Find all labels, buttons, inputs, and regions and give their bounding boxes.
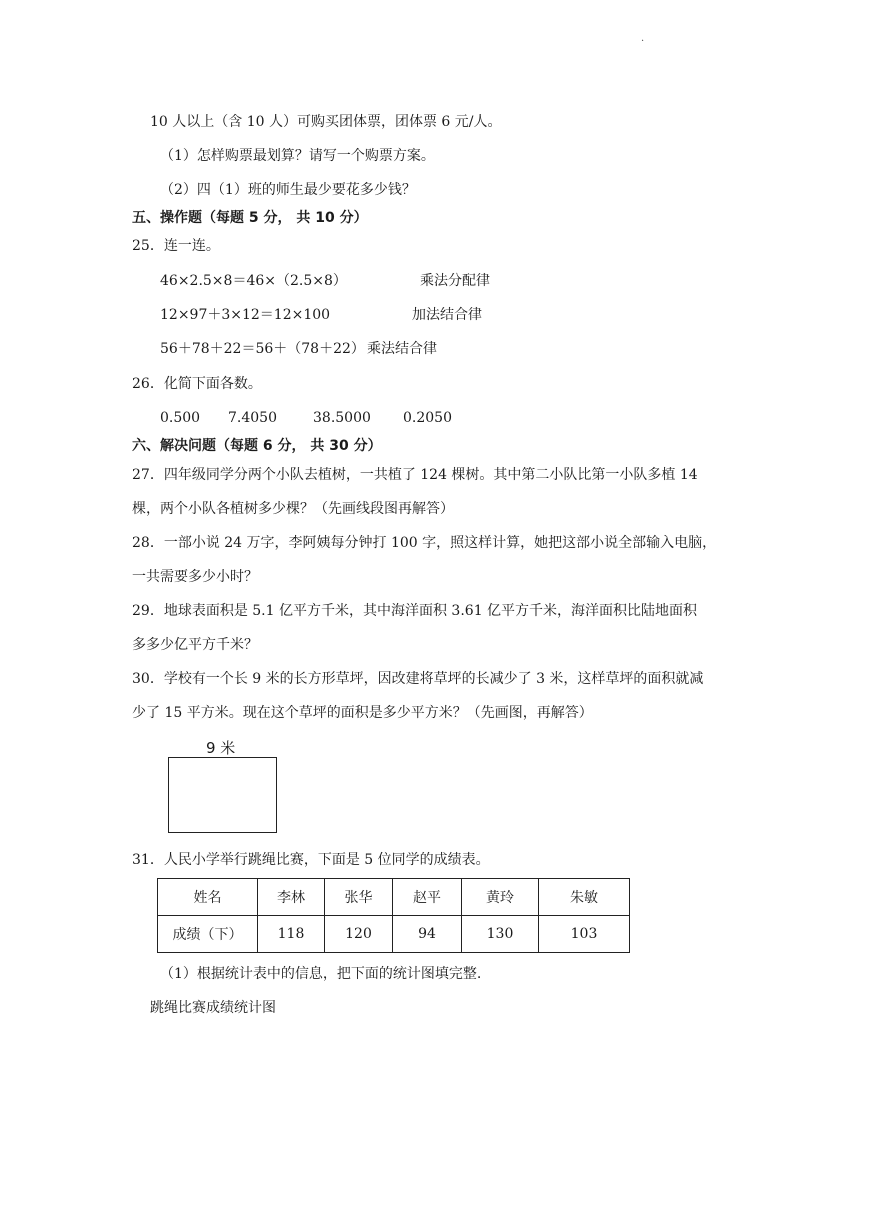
question-30-line-2: 少了 15 平方米。现在这个草坪的面积是多少平方米？（先画图，再解答） — [132, 705, 593, 721]
section-5-heading: 五、操作题（每题 5 分， 共 10 分） — [132, 210, 368, 226]
table-cell: 118 — [258, 916, 325, 953]
question-29-line-1: 29．地球表面积是 5.1 亿平方千米，其中海洋面积 3.61 亿平方千米，海洋面积比陆地面积 — [132, 603, 698, 619]
question-28-line-2: 一共需要多少小时？ — [132, 569, 258, 585]
table-cell: 成绩（下） — [158, 916, 258, 953]
number-4: 0.2050 — [403, 410, 452, 426]
table-cell: 张华 — [325, 879, 393, 916]
table-cell: 130 — [462, 916, 539, 953]
header-mark: · — [641, 36, 645, 47]
match-expression-2: 12×97＋3×12＝12×100 — [160, 307, 331, 323]
question-25: 25．连一连。 — [132, 238, 220, 254]
number-1: 0.500 — [160, 410, 201, 426]
section-6-heading: 六、解决问题（每题 6 分， 共 30 分） — [132, 438, 382, 454]
table-cell: 姓名 — [158, 879, 258, 916]
table-cell: 120 — [325, 916, 393, 953]
table-row — [158, 879, 630, 916]
table-cell: 李林 — [258, 879, 325, 916]
question-31-sub-1: （1）根据统计表中的信息，把下面的统计图填完整. — [160, 966, 482, 982]
question-26: 26．化简下面各数。 — [132, 376, 262, 392]
match-law-1: 乘法分配律 — [420, 273, 490, 289]
number-3: 38.5000 — [313, 410, 371, 426]
question-28-line-1: 28．一部小说 24 万字，李阿姨每分钟打 100 字，照这样计算，她把这部小说全部输入电脑， — [132, 535, 717, 551]
number-2: 7.4050 — [228, 410, 277, 426]
question-27-line-1: 27．四年级同学分两个小队去植树，一共植了 124 棵树。其中第二小队比第一小队多植 14 — [132, 467, 698, 483]
sub-question-1: （1）怎样购票最划算？请写一个购票方案。 — [160, 148, 435, 164]
ticket-rule-text: 10 人以上（含 10 人）可购买团体票，团体票 6 元/人。 — [150, 114, 502, 130]
table-cell: 朱敏 — [539, 879, 630, 916]
rectangle-length-label: 9 米 — [206, 739, 236, 757]
question-27-line-2: 棵，两个小队各植树多少棵？（先画线段图再解答） — [132, 501, 454, 517]
question-30-line-1: 30．学校有一个长 9 米的长方形草坪，因改建将草坪的长减少了 3 米，这样草坪的面积就减 — [132, 671, 704, 687]
question-31: 31．人民小学举行跳绳比赛，下面是 5 位同学的成绩表。 — [132, 852, 490, 868]
score-table — [157, 878, 630, 953]
match-law-2: 加法结合律 — [412, 307, 482, 323]
table-row — [158, 916, 630, 953]
table-cell: 赵平 — [393, 879, 462, 916]
chart-title: 跳绳比赛成绩统计图 — [150, 1000, 276, 1016]
table-cell: 黄玲 — [462, 879, 539, 916]
question-29-line-2: 多多少亿平方千米？ — [132, 637, 258, 653]
match-expression-3: 56＋78＋22＝56＋（78＋22） — [160, 341, 365, 357]
table-cell: 103 — [539, 916, 630, 953]
match-law-3: 乘法结合律 — [367, 341, 437, 357]
sub-question-2: （2）四（1）班的师生最少要花多少钱？ — [160, 182, 416, 198]
lawn-rectangle-figure — [168, 757, 277, 833]
table-cell: 94 — [393, 916, 462, 953]
match-expression-1: 46×2.5×8＝46×（2.5×8） — [160, 273, 347, 289]
